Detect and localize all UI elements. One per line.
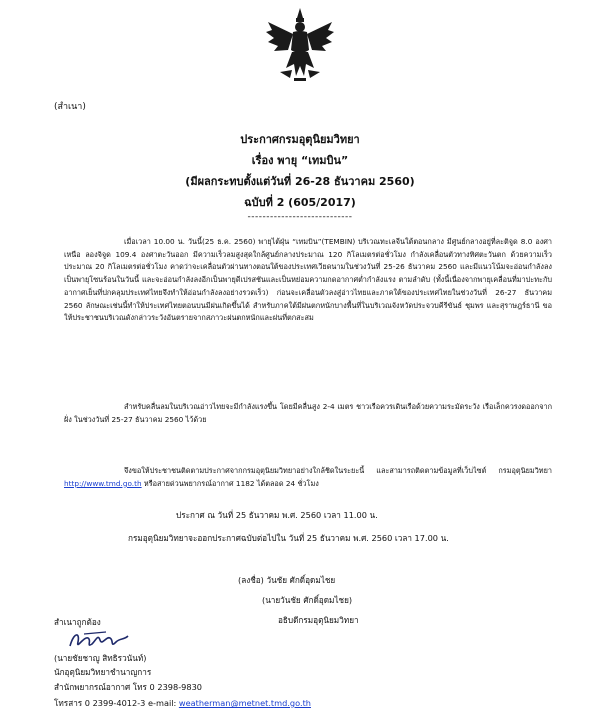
signatory-title: อธิบดีกรมอุตุนิยมวิทยา xyxy=(278,615,359,625)
announcement-title: ประกาศกรมอุตุนิยมวิทยา xyxy=(240,133,360,146)
announcement-subject: เรื่อง พายุ “เทมบิน” xyxy=(251,154,349,167)
copy-label: (สำเนา) xyxy=(54,102,86,112)
signatory-name: (นายวันชัย ศักดิ์อุดมไชย) xyxy=(262,595,353,605)
officer-name: (นายชัยชาญู สิทธิรวนันท์) xyxy=(54,653,147,663)
copy-verified-label: สำเนาถูกต้อง xyxy=(54,617,101,627)
divider: ---------------------------- xyxy=(247,212,353,222)
next-announcement: กรมอุตุนิยมวิทยาจะออกประกาศฉบับต่อไปใน วันที่ 25 ธันวาคม พ.ศ. 2560 เวลา 17.00 น. xyxy=(128,533,449,543)
effect-period: (มีผลกระทบตั้งแต่วันที่ 26-28 ธันวาคม 2560) xyxy=(185,175,415,188)
issue-number: ฉบับที่ 2 (605/2017) xyxy=(244,196,356,209)
body-paragraph-3 xyxy=(64,465,552,490)
tmd-website-link[interactable]: http://www.tmd.go.th xyxy=(64,478,142,488)
officer-position: นักอุตุนิยมวิทยาชำนาญการ xyxy=(54,667,152,677)
body-paragraph-2: สำหรับคลื่นลมในบริเวณอ่าวไทยจะมีกำลังแรงขึ้น โดยมีคลื่นสูง 2-4 เมตร ชาวเรือควรเดินเรือด้วยความระมัดระวัง เรือเล็กควรงดออกจากฝั่ง ในช่วงวันที่ 25-27 ธันวาคม 2560 ไว้ด้วย xyxy=(64,402,552,424)
paragraph-3-suffix: หรือสายด่วนพยากรณ์อากาศ 1182 ได้ตลอด 24 ชั่วโมง xyxy=(141,478,319,488)
garuda-emblem-icon xyxy=(264,6,336,86)
fax-email-line xyxy=(54,697,311,710)
signed-line: (ลงชื่อ) วันชัย ศักดิ์อุดมไชย xyxy=(238,575,336,585)
announcement-date: ประกาศ ณ วันที่ 25 ธันวาคม พ.ศ. 2560 เวลา 11.00 น. xyxy=(176,510,378,520)
email-link[interactable]: weatherman@metnet.tmd.go.th xyxy=(178,698,311,708)
handwritten-signature-icon xyxy=(66,628,136,654)
paragraph-3-prefix: จึงขอให้ประชาชนติดตามประกาศจากกรมอุตุนิยมวิทยาอย่างใกล้ชิดในระยะนี้ และสามารถติดตามข้อมูลที่เว็บไซต์ กรมอุตุนิยมวิทยา xyxy=(124,466,552,475)
body-paragraph-1: เมื่อเวลา 10.00 น. วันนี้(25 ธ.ค. 2560) พายุไต้ฝุ่น “เทมบิน”(TEMBIN) บริเวณทะเลจีนใต้ตอนกลาง มีศูนย์กลางอยู่ที่ละติจูด 8.0 องศาเหนือ ลองจิจูด 109.4 องศาตะวันออก มีความเร็วลมสูงสุดใกล้ศูนย์กลางประมาณ 120 กิโลเมตรต่อชั่วโมง กำลังเคลื่อนตัวทางทิศตะวันตก ด้วยความเร็วประมาณ 20 กิโลเมตรต่อชั่วโมง คาดว่าจะเคลื่อนตัวผ่านทางตอนใต้ของประเทศเวียดนามในช่วงวันที่ 25-26 ธันวาคม 2560 และมีแนวโน้มจะอ่อนกำลังลงเป็นพายุโซนร้อนในวันนี้ และจะอ่อนกำลังลงอีกเป็นพายุดีเปรสชันและเป็นหย่อมความกดอากาศต่ำกำลังแรง ตามลำดับ (ทั้งนี้เนื่องจากพายุเคลื่อนที่มาปะทะกับอากาศเย็นที่ปกคลุมประเทศไทยจึงทำให้อ่อนกำลังลงอย่างรวดเร็ว) ก่อนจะเคลื่อนตัวลงสู่อ่าวไทยและภาคใต้ของประเทศไทยในช่วงวันที่ 26-27 ธันวาคม 2560 ลักษณะเช่นนี้ทำให้ประเทศไทยตอนบนมีฝนเกิดขึ้นได้ สำหรับภาคใต้มีฝนตกหนักบางพื้นที่ในบริเวณจังหวัดประจวบคีรีขันธ์ ชุมพร และสุราษฎร์ธานี ขอให้ประชาชนบริเวณดังกล่าวระวังอันตรายจากสภาวะฝนตกหนักและฝนที่ตกสะสม xyxy=(64,237,552,323)
department-phone: สำนักพยากรณ์อากาศ โทร 0 2398-9830 xyxy=(54,682,202,692)
fax-number: โทรสาร 0 2399-4012-3 e-mail: xyxy=(54,698,179,708)
